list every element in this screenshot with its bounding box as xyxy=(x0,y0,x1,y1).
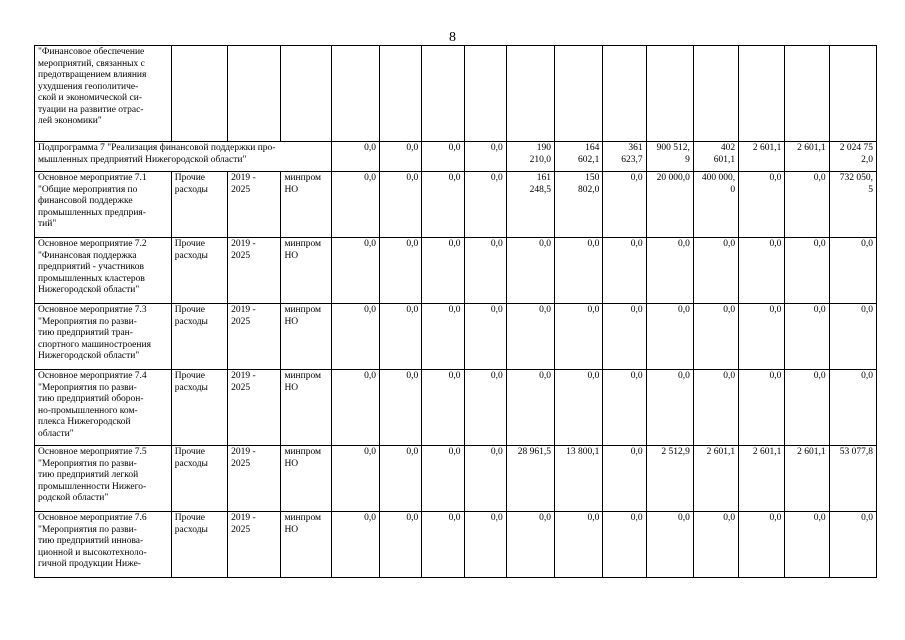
empty-cell xyxy=(171,46,227,142)
value-cell: 53 077,8 xyxy=(829,446,876,512)
value-cell: 0,0 xyxy=(422,172,464,238)
measure-name-cell: Основное мероприятие 7.4 "Мероприятия по разви- тию предприятий оборон- но-промышленного ком- плекса Нижегородской области" xyxy=(35,370,172,446)
value-cell: 400 000, 0 xyxy=(693,172,738,238)
empty-cell xyxy=(506,46,554,142)
value-cell: 0,0 xyxy=(506,512,554,578)
executor-cell: минпром НО xyxy=(281,304,331,370)
value-cell: 0,0 xyxy=(603,238,646,304)
value-cell: 0,0 xyxy=(380,512,422,578)
value-cell: 402 601,1 xyxy=(693,142,738,172)
measure-name-cell: Основное мероприятие 7.3 "Мероприятия по разви- тию предприятий тран- спортного машиностроения Нижегородской области" xyxy=(35,304,172,370)
measure-name-cell: Основное мероприятие 7.5 "Мероприятия по разви- тию предприятий легкой промышленности Нижего- родской области" xyxy=(35,446,172,512)
expense-type-cell: Прочие расходы xyxy=(171,512,227,578)
value-cell: 0,0 xyxy=(331,142,379,172)
expense-type-cell: Прочие расходы xyxy=(171,370,227,446)
value-cell: 0,0 xyxy=(829,238,876,304)
value-cell: 20 000,0 xyxy=(646,172,693,238)
value-cell: 0,0 xyxy=(603,446,646,512)
value-cell: 2 024 75 2,0 xyxy=(829,142,876,172)
value-cell: 0,0 xyxy=(422,512,464,578)
measure-name-cell: Основное мероприятие 7.2 "Финансовая поддержка предприятий - участников промышленных кластеров Нижегородской области" xyxy=(35,238,172,304)
value-cell: 0,0 xyxy=(829,512,876,578)
table-row xyxy=(35,446,877,512)
expense-type-cell: Прочие расходы xyxy=(171,238,227,304)
value-cell: 0,0 xyxy=(646,238,693,304)
executor-cell: минпром НО xyxy=(281,512,331,578)
value-cell: 13 800,1 xyxy=(555,446,603,512)
value-cell: 0,0 xyxy=(331,446,379,512)
value-cell: 0,0 xyxy=(506,304,554,370)
value-cell: 361 623,7 xyxy=(603,142,646,172)
value-cell: 0,0 xyxy=(785,370,829,446)
table-row xyxy=(35,304,877,370)
period-cell: 2019 - 2025 xyxy=(228,446,281,512)
value-cell: 0,0 xyxy=(464,142,506,172)
value-cell: 0,0 xyxy=(785,512,829,578)
empty-cell xyxy=(422,46,464,142)
value-cell: 0,0 xyxy=(555,370,603,446)
expense-type-cell: Прочие расходы xyxy=(171,304,227,370)
value-cell: 0,0 xyxy=(693,304,738,370)
value-cell: 0,0 xyxy=(646,304,693,370)
executor-cell: минпром НО xyxy=(281,238,331,304)
value-cell: 0,0 xyxy=(555,512,603,578)
value-cell: 0,0 xyxy=(380,446,422,512)
table-row xyxy=(35,512,877,578)
period-cell: 2019 - 2025 xyxy=(228,172,281,238)
executor-cell: минпром НО xyxy=(281,370,331,446)
table-row xyxy=(35,370,877,446)
value-cell: 0,0 xyxy=(331,238,379,304)
empty-cell xyxy=(785,46,829,142)
empty-cell xyxy=(829,46,876,142)
value-cell: 0,0 xyxy=(603,304,646,370)
executor-cell: минпром НО xyxy=(281,446,331,512)
value-cell: 0,0 xyxy=(739,238,785,304)
empty-cell xyxy=(464,46,506,142)
value-cell: 0,0 xyxy=(785,304,829,370)
value-cell: 0,0 xyxy=(646,512,693,578)
table-row xyxy=(35,46,877,142)
value-cell: 0,0 xyxy=(331,512,379,578)
value-cell: 0,0 xyxy=(464,238,506,304)
value-cell: 0,0 xyxy=(555,238,603,304)
value-cell: 0,0 xyxy=(603,370,646,446)
value-cell: 0,0 xyxy=(380,370,422,446)
subprogram-title-cell: Подпрограмма 7 "Реализация финансовой поддержки про- мышленных предприятий Нижегородской области" xyxy=(35,142,332,172)
value-cell: 0,0 xyxy=(464,172,506,238)
value-cell: 0,0 xyxy=(422,142,464,172)
value-cell: 0,0 xyxy=(380,172,422,238)
empty-cell xyxy=(380,46,422,142)
value-cell: 0,0 xyxy=(464,512,506,578)
value-cell: 0,0 xyxy=(785,238,829,304)
empty-cell xyxy=(281,46,331,142)
value-cell: 28 961,5 xyxy=(506,446,554,512)
executor-cell: минпром НО xyxy=(281,172,331,238)
value-cell: 0,0 xyxy=(739,370,785,446)
value-cell: 0,0 xyxy=(785,172,829,238)
empty-cell xyxy=(603,46,646,142)
value-cell: 2 601,1 xyxy=(739,446,785,512)
value-cell: 0,0 xyxy=(331,370,379,446)
value-cell: 2 601,1 xyxy=(785,446,829,512)
table-row xyxy=(35,238,877,304)
value-cell: 0,0 xyxy=(506,370,554,446)
value-cell: 0,0 xyxy=(603,172,646,238)
measure-name-cell: Основное мероприятие 7.6 "Мероприятия по разви- тию предприятий иннова- ционной и высокотехноло- гичной продукции Ниже- xyxy=(35,512,172,578)
value-cell: 0,0 xyxy=(464,304,506,370)
value-cell: 0,0 xyxy=(331,304,379,370)
empty-cell xyxy=(739,46,785,142)
value-cell: 732 050, 5 xyxy=(829,172,876,238)
period-cell: 2019 - 2025 xyxy=(228,370,281,446)
value-cell: 0,0 xyxy=(739,304,785,370)
measure-name-cell: Основное мероприятие 7.1 "Общие мероприятия по финансовой поддержке промышленных предприя- тий" xyxy=(35,172,172,238)
value-cell: 190 210,0 xyxy=(506,142,554,172)
value-cell: 0,0 xyxy=(829,304,876,370)
value-cell: 0,0 xyxy=(693,238,738,304)
table-row xyxy=(35,172,877,238)
value-cell: 0,0 xyxy=(693,370,738,446)
empty-cell xyxy=(555,46,603,142)
value-cell: 164 602,1 xyxy=(555,142,603,172)
value-cell: 0,0 xyxy=(380,238,422,304)
value-cell: 0,0 xyxy=(739,512,785,578)
value-cell: 0,0 xyxy=(739,172,785,238)
value-cell: 2 601,1 xyxy=(693,446,738,512)
empty-cell xyxy=(228,46,281,142)
value-cell: 150 802,0 xyxy=(555,172,603,238)
budget-table xyxy=(34,45,877,578)
value-cell: 0,0 xyxy=(506,238,554,304)
value-cell: 0,0 xyxy=(693,512,738,578)
period-cell: 2019 - 2025 xyxy=(228,512,281,578)
value-cell: 2 601,1 xyxy=(739,142,785,172)
value-cell: 0,0 xyxy=(829,370,876,446)
page-number: 8 xyxy=(449,30,456,45)
value-cell: 2 512,9 xyxy=(646,446,693,512)
value-cell: 0,0 xyxy=(422,446,464,512)
value-cell: 161 248,5 xyxy=(506,172,554,238)
value-cell: 0,0 xyxy=(603,512,646,578)
value-cell: 0,0 xyxy=(380,304,422,370)
value-cell: 0,0 xyxy=(646,370,693,446)
empty-cell xyxy=(331,46,379,142)
value-cell: 0,0 xyxy=(331,172,379,238)
value-cell: 900 512, 9 xyxy=(646,142,693,172)
row-name-cell: "Финансовое обеспечение мероприятий, связанных с предотвращением влияния ухудшения геополитиче- ской и экономической си- туации на развитие отрас- лей экономики" xyxy=(35,46,172,142)
value-cell: 0,0 xyxy=(422,370,464,446)
value-cell: 0,0 xyxy=(422,304,464,370)
value-cell: 0,0 xyxy=(464,370,506,446)
empty-cell xyxy=(693,46,738,142)
period-cell: 2019 - 2025 xyxy=(228,304,281,370)
expense-type-cell: Прочие расходы xyxy=(171,446,227,512)
value-cell: 0,0 xyxy=(555,304,603,370)
value-cell: 0,0 xyxy=(464,446,506,512)
subprogram-row xyxy=(35,142,877,172)
expense-type-cell: Прочие расходы xyxy=(171,172,227,238)
value-cell: 0,0 xyxy=(380,142,422,172)
value-cell: 2 601,1 xyxy=(785,142,829,172)
period-cell: 2019 - 2025 xyxy=(228,238,281,304)
value-cell: 0,0 xyxy=(422,238,464,304)
empty-cell xyxy=(646,46,693,142)
